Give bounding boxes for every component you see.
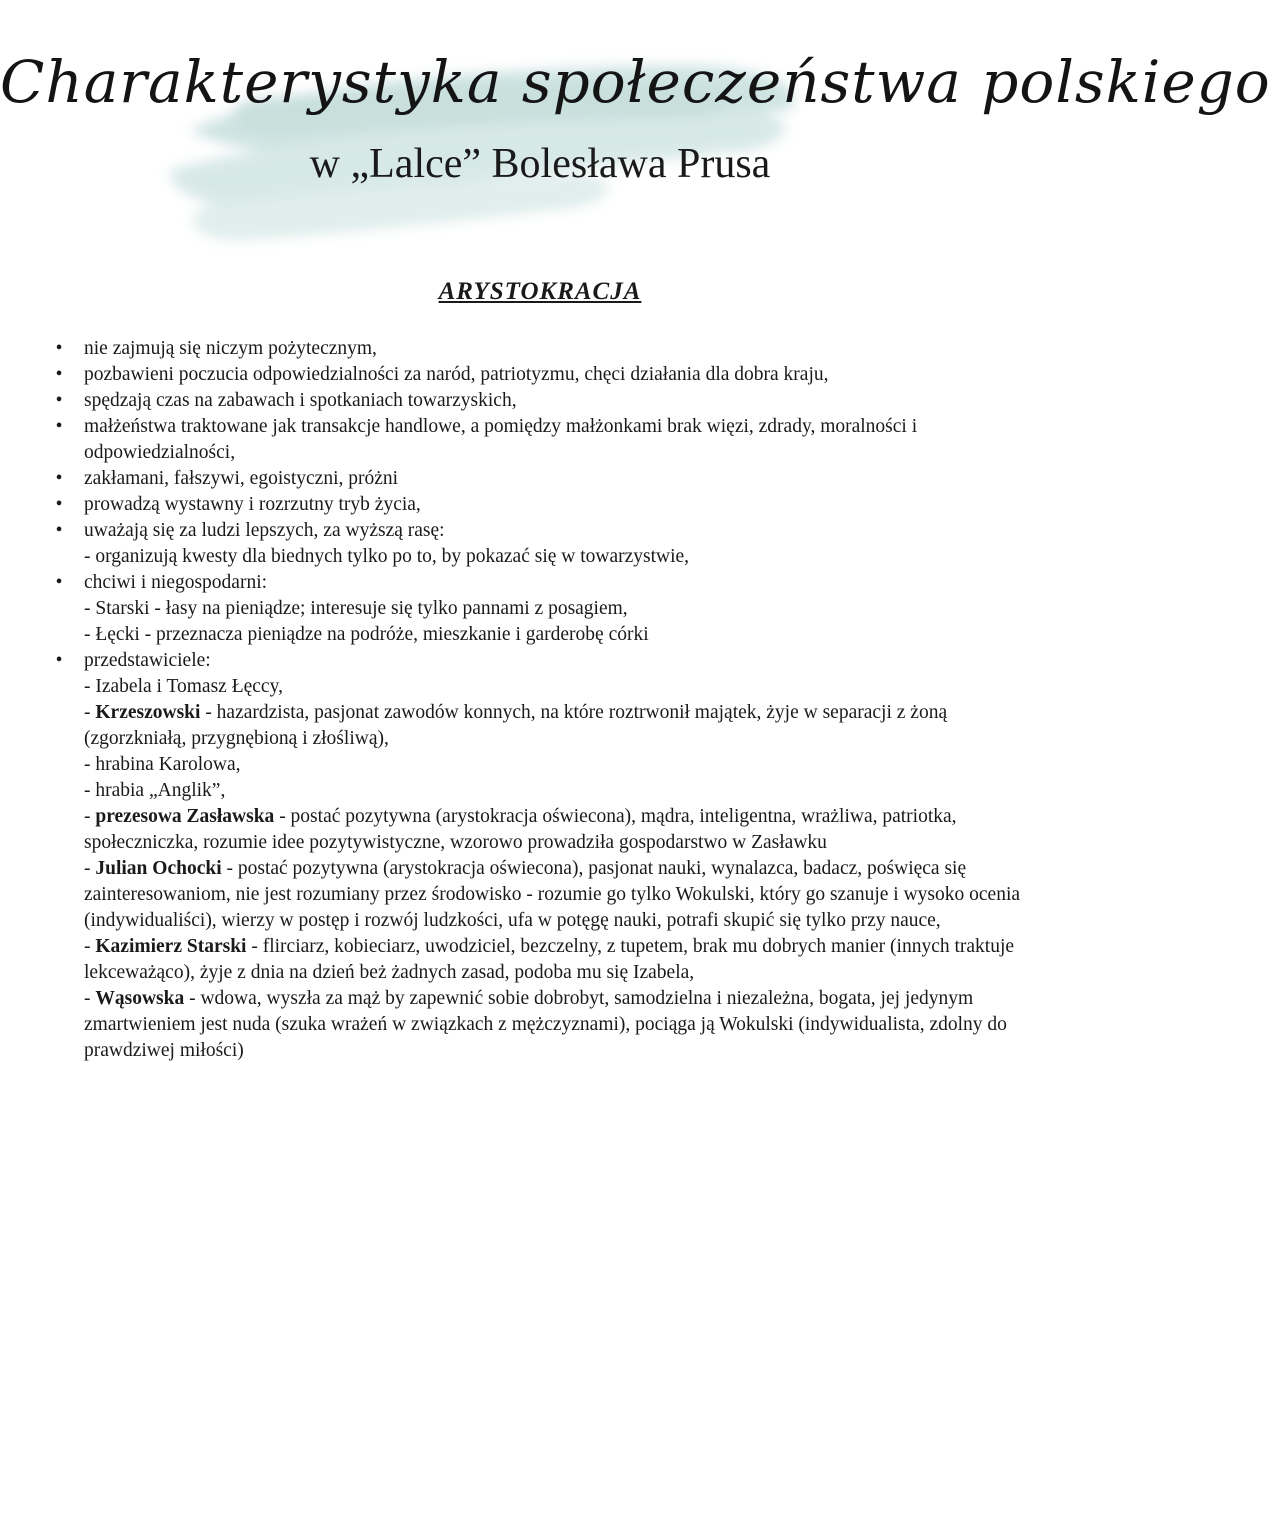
sub-list-item: - Julian Ochocki - postać pozytywna (arystokracja oświecona), pasjonat nauki, wynalazca, badacz, poświęca się zainteresowaniom, nie jest rozumiany przez środowisko - rozumie go tylko Wokulski, który go szanuje i wysoko ocenia (indywidualiści), wierzy w postęp i rozwój ludzkości, ufa w potęgę nauki, potrafi skupić się tylko przy nauce,: [84, 858, 1021, 931]
page-header: [0, 0, 1271, 260]
list-item: [55, 648, 1034, 1064]
list-item: [55, 518, 1034, 570]
character-name: Wąsowska: [95, 988, 185, 1009]
bullet-icon: •: [55, 416, 63, 437]
bullet-list: [55, 336, 1034, 1064]
character-name: Julian Ochocki: [95, 858, 222, 879]
document-title: Charakterystyka społeczeństwa polskiego: [0, 48, 1271, 116]
character-name: prezesowa Zasławska: [95, 806, 275, 827]
sub-list-item: - Starski - łasy na pieniądze; interesuje się tylko pannami z posagiem,: [84, 598, 628, 619]
bullet-icon: •: [55, 650, 63, 671]
list-item-text: nie zajmują się niczym pożytecznym,: [84, 338, 377, 359]
sub-list-item: - hrabia „Anglik”,: [84, 780, 226, 801]
sub-list-item: - Kazimierz Starski - flirciarz, kobieciarz, uwodziciel, bezczelny, z tupetem, brak mu dobrych manier (innych traktuje lekceważąco), żyje z dnia na dzień beż żadnych zasad, podoba mu się Izabela,: [84, 936, 1015, 983]
sub-list-item: - prezesowa Zasławska - postać pozytywna (arystokracja oświecona), mądra, inteligentna, wrażliwa, patriotka, społeczniczka, rozumie idee pozytywistyczne, wzorowo prowadziła gospodarstwo w Zasławku: [84, 806, 957, 853]
bullet-icon: •: [55, 520, 63, 541]
list-item-text: pozbawieni poczucia odpowiedzialności za naród, patriotyzmu, chęci działania dla dobra kraju,: [84, 364, 829, 385]
bullet-icon: •: [55, 364, 63, 385]
sub-list-item: - Krzeszowski - hazardzista, pasjonat zawodów konnych, na które roztrwonił majątek, żyje w separacji z żoną (zgorzkniałą, przygnębioną i złośliwą),: [84, 702, 948, 749]
document-subtitle: w „Lalce” Bolesława Prusa: [309, 141, 771, 187]
sub-list-item: - Wąsowska - wdowa, wyszła za mąż by zapewnić sobie dobrobyt, samodzielna i niezależna, bogata, jej jedynym zmartwieniem jest nuda (szuka wrażeń w związkach z mężczyznami), pociąga ją Wokulski (indywidualista, zdolny do prawdziwej miłości): [84, 988, 1007, 1061]
bullet-icon: •: [55, 390, 63, 411]
list-item-text: prowadzą wystawny i rozrzutny tryb życia,: [84, 494, 421, 515]
list-item-text: spędzają czas na zabawach i spotkaniach towarzyskich,: [84, 390, 517, 411]
sub-list-item: - Izabela i Tomasz Łęccy,: [84, 676, 283, 697]
list-item-text: małżeństwa traktowane jak transakcje handlowe, a pomiędzy małżonkami brak więzi, zdrady, moralności i odpowiedzialności,: [84, 416, 918, 463]
sub-list-item: - hrabina Karolowa,: [84, 754, 241, 775]
sub-list-item: - Łęcki - przeznacza pieniądze na podróże, mieszkanie i garderobę córki: [84, 624, 649, 645]
bullet-icon: •: [55, 468, 63, 489]
list-item-text: zakłamani, fałszywi, egoistyczni, próżni: [84, 468, 399, 489]
bullet-icon: •: [55, 494, 63, 515]
list-item: [55, 570, 1034, 648]
section-heading: ARYSTOKRACJA: [438, 278, 642, 305]
list-item: [55, 362, 1034, 388]
list-item: [55, 336, 1034, 362]
list-item: [55, 466, 1034, 492]
list-item: [55, 414, 1034, 466]
sub-list-item: - organizują kwesty dla biednych tylko po to, by pokazać się w towarzystwie,: [84, 546, 690, 567]
character-name: Krzeszowski: [95, 702, 201, 723]
list-item-text: przedstawiciele:: [84, 650, 211, 671]
list-item: [55, 492, 1034, 518]
list-item-text: chciwi i niegospodarni:: [84, 572, 268, 593]
bullet-icon: •: [55, 572, 63, 593]
bullet-icon: •: [55, 338, 63, 359]
character-name: Kazimierz Starski: [95, 936, 247, 957]
list-item-text: uważają się za ludzi lepszych, za wyższą rasę:: [84, 520, 445, 541]
list-item: [55, 388, 1034, 414]
